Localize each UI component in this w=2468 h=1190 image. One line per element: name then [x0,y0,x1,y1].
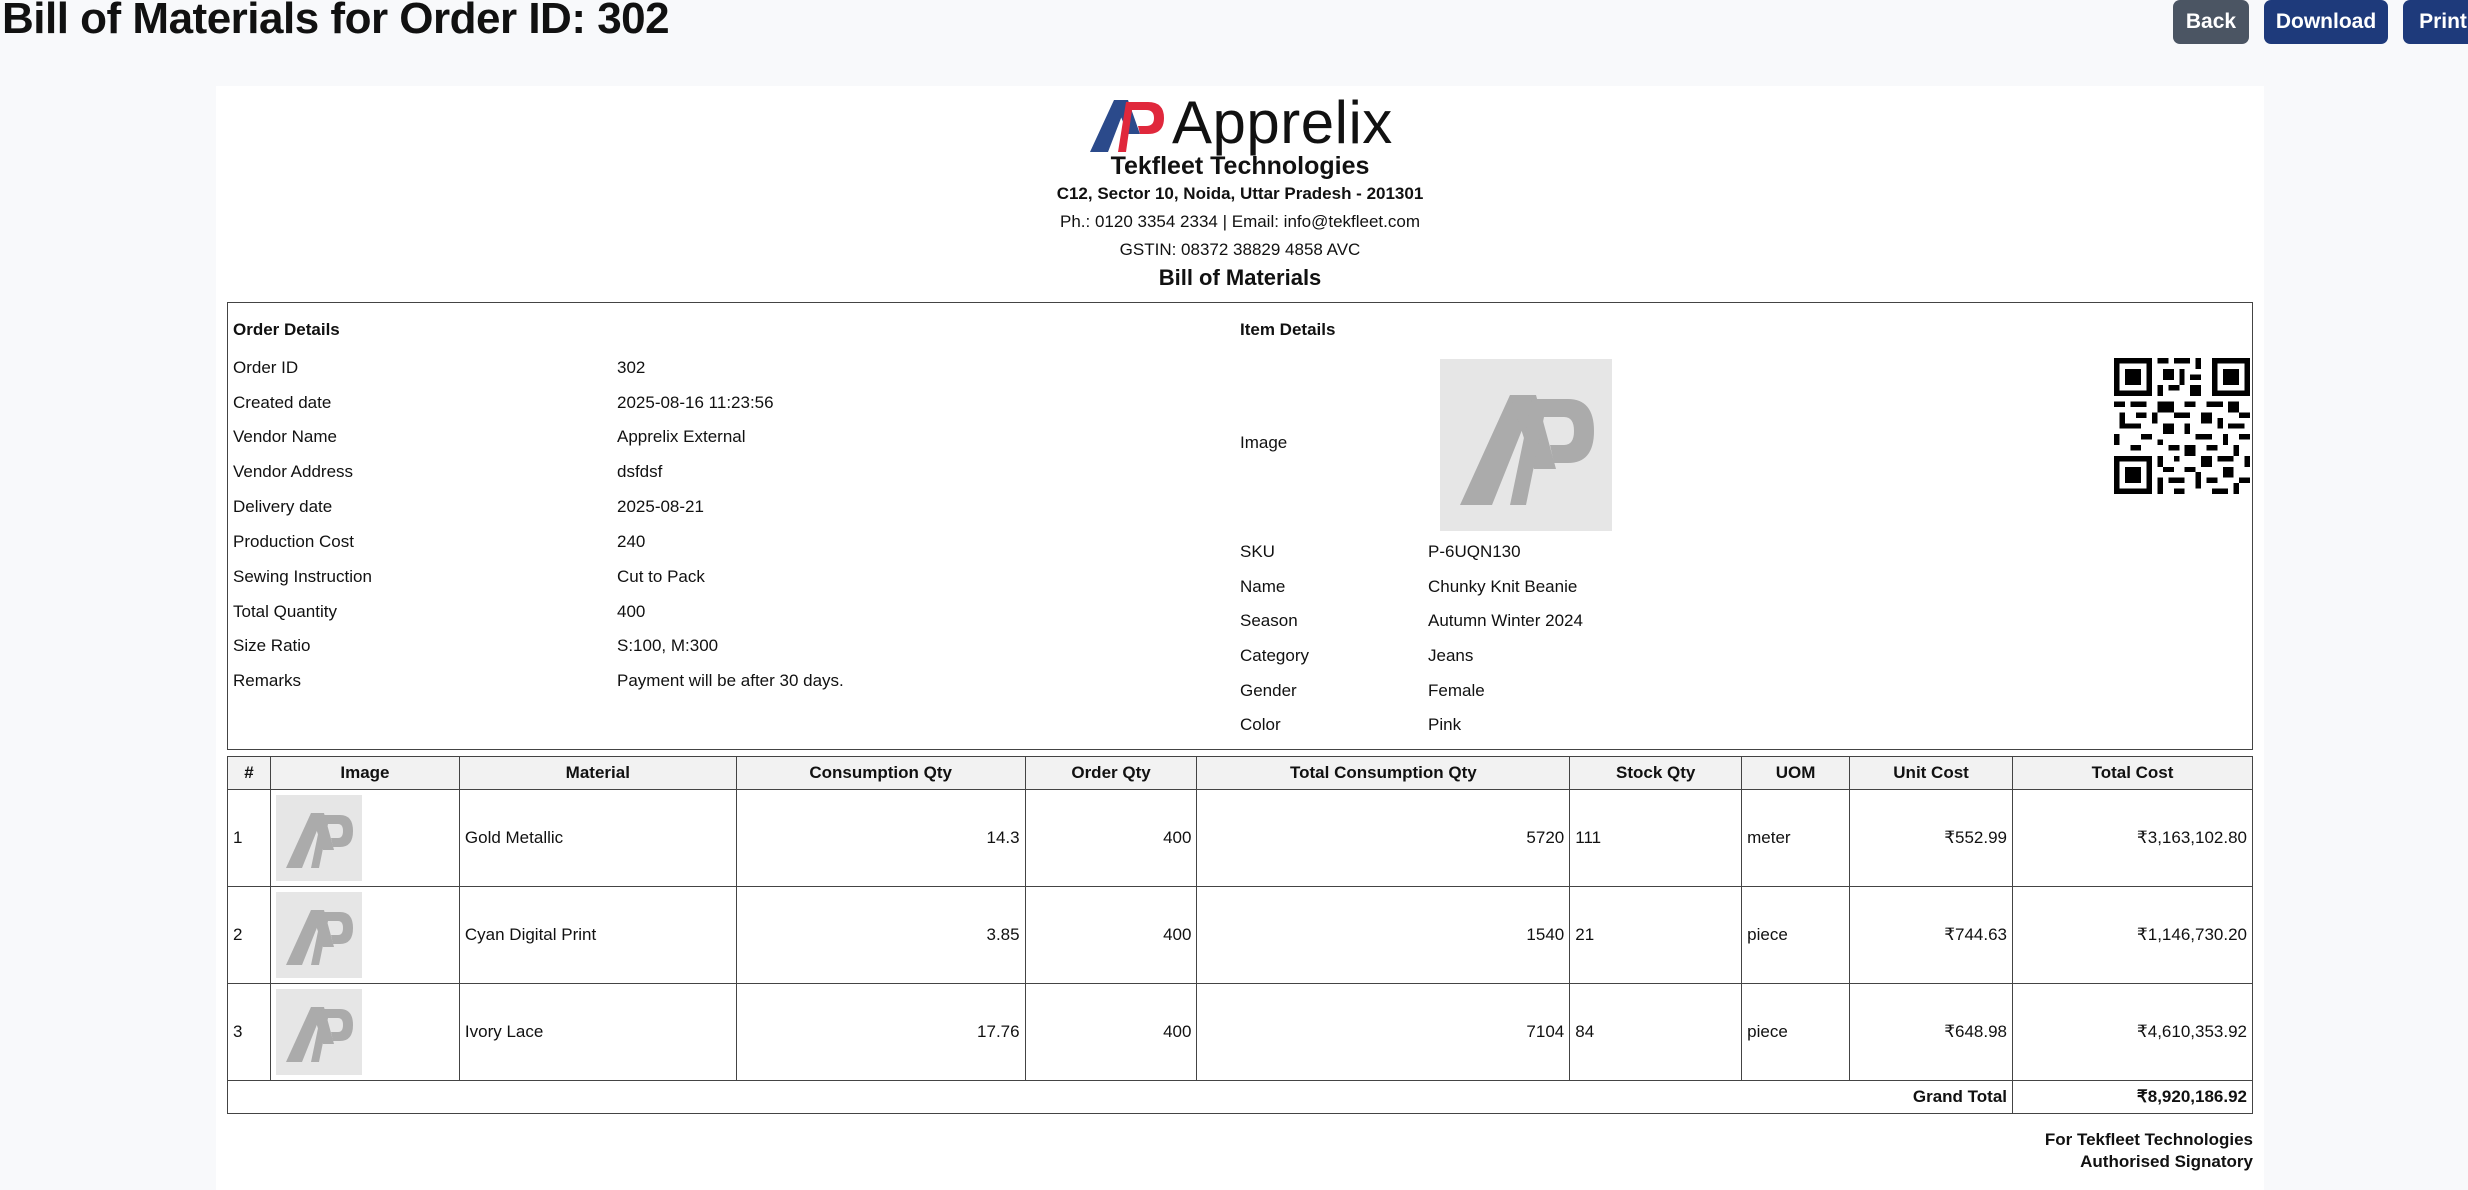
item-detail-label: Gender [1240,681,1297,700]
order-detail-value: 2025-08-16 11:23:56 [617,393,774,412]
item-detail-label: SKU [1240,542,1275,561]
column-header: Unit Cost [1850,757,2013,790]
item-image [1440,359,1612,531]
column-header: Consumption Qty [736,757,1025,790]
column-header: UOM [1742,757,1850,790]
column-header: Image [270,757,459,790]
column-header: Stock Qty [1570,757,1742,790]
item-detail-value: Jeans [1428,646,1474,665]
logo-wordmark: Apprelix [1172,89,1393,156]
consumption-qty: 14.3 [736,790,1025,887]
table-row [228,790,2253,887]
column-header: Total Consumption Qty [1197,757,1570,790]
material-image-cell [270,790,459,887]
apprelix-logo-icon [1088,96,1168,158]
item-detail-value: Female [1428,681,1485,700]
item-details-title: Item Details [1240,320,1336,339]
document-title: Bill of Materials [1158,265,1322,290]
placeholder-logo-icon [1440,359,1612,531]
order-qty: 400 [1025,887,1197,984]
company-name: Tekfleet Technologies [1110,152,1370,180]
company-logo [1088,90,1408,156]
placeholder-logo-icon [276,795,362,881]
order-detail-value: Cut to Pack [617,567,705,586]
row-index: 3 [228,984,271,1081]
total-consumption-qty: 1540 [1197,887,1570,984]
order-detail-label: Total Quantity [233,602,337,621]
order-detail-label: Production Cost [233,532,354,551]
order-detail-value: Apprelix External [617,427,746,446]
bom-document [216,86,2264,1190]
material-thumbnail [276,892,362,978]
unit-cost: ₹648.98 [1850,984,2013,1081]
row-index: 1 [228,790,271,887]
grand-total-value: ₹8,920,186.92 [2013,1081,2253,1114]
table-header-row [228,757,2253,790]
unit-cost: ₹744.63 [1850,887,2013,984]
stock-qty: 21 [1570,887,1742,984]
material-image-cell [270,887,459,984]
order-detail-value: 240 [617,532,646,551]
download-button[interactable]: Download [2264,0,2388,44]
total-cost: ₹1,146,730.20 [2013,887,2253,984]
uom: piece [1742,984,1850,1081]
qr-code-icon [2114,358,2250,494]
material-image-cell [270,984,459,1081]
footer-company: For Tekfleet Technologies [2044,1130,2253,1149]
unit-cost: ₹552.99 [1850,790,2013,887]
order-detail-value: dsfdsf [617,462,663,481]
item-detail-label: Category [1240,646,1309,665]
item-detail-label: Name [1240,577,1286,596]
uom: meter [1742,790,1850,887]
total-consumption-qty: 7104 [1197,984,1570,1081]
order-detail-value: Payment will be after 30 days. [617,671,844,690]
materials-table [227,756,2253,1114]
details-section [227,302,2253,750]
row-index: 2 [228,887,271,984]
order-detail-value: 400 [617,602,646,621]
total-cost: ₹4,610,353.92 [2013,984,2253,1081]
column-header: Material [459,757,736,790]
company-gstin: GSTIN: 08372 38829 4858 AVC [1119,240,1361,259]
column-header: # [228,757,271,790]
order-detail-label: Order ID [233,358,299,377]
placeholder-logo-icon [276,892,362,978]
item-detail-label: Season [1240,611,1298,630]
placeholder-logo-icon [276,989,362,1075]
material-thumbnail [276,989,362,1075]
uom: piece [1742,887,1850,984]
grand-total-row [228,1081,2253,1114]
page-header [0,0,2468,80]
order-detail-value: S:100, M:300 [617,636,719,655]
order-detail-label: Remarks [233,671,302,690]
company-contact: Ph.: 0120 3354 2334 | Email: info@tekfleet.com [1060,212,1420,231]
material-name: Cyan Digital Print [459,887,736,984]
item-detail-value: Pink [1428,715,1462,734]
column-header: Order Qty [1025,757,1197,790]
grand-total-label: Grand Total [228,1081,2013,1114]
stock-qty: 84 [1570,984,1742,1081]
order-detail-label: Delivery date [233,497,333,516]
page-title: Bill of Materials for Order ID: 302 [2,0,670,43]
item-detail-value: Autumn Winter 2024 [1428,611,1583,630]
order-detail-label: Vendor Address [233,462,354,481]
print-button[interactable]: Print [2403,0,2468,44]
table-row [228,984,2253,1081]
item-image-label: Image [1240,433,1288,452]
stock-qty: 111 [1570,790,1742,887]
material-thumbnail [276,795,362,881]
order-detail-label: Vendor Name [233,427,337,446]
order-qty: 400 [1025,984,1197,1081]
total-consumption-qty: 5720 [1197,790,1570,887]
item-detail-value: Chunky Knit Beanie [1428,577,1578,596]
order-detail-label: Size Ratio [233,636,311,655]
order-detail-label: Sewing Instruction [233,567,372,586]
material-name: Gold Metallic [459,790,736,887]
order-detail-value: 302 [617,358,646,377]
total-cost: ₹3,163,102.80 [2013,790,2253,887]
footer-signatory: Authorised Signatory [2080,1152,2253,1171]
table-row [228,887,2253,984]
item-detail-value: P-6UQN130 [1428,542,1521,561]
order-details-title: Order Details [233,320,340,339]
material-name: Ivory Lace [459,984,736,1081]
company-address: C12, Sector 10, Noida, Uttar Pradesh - 201301 [1056,184,1424,203]
consumption-qty: 17.76 [736,984,1025,1081]
order-detail-label: Created date [233,393,332,412]
order-detail-value: 2025-08-21 [617,497,704,516]
consumption-qty: 3.85 [736,887,1025,984]
back-button[interactable]: Back [2173,0,2249,44]
column-header: Total Cost [2013,757,2253,790]
order-qty: 400 [1025,790,1197,887]
item-detail-label: Color [1240,715,1281,734]
